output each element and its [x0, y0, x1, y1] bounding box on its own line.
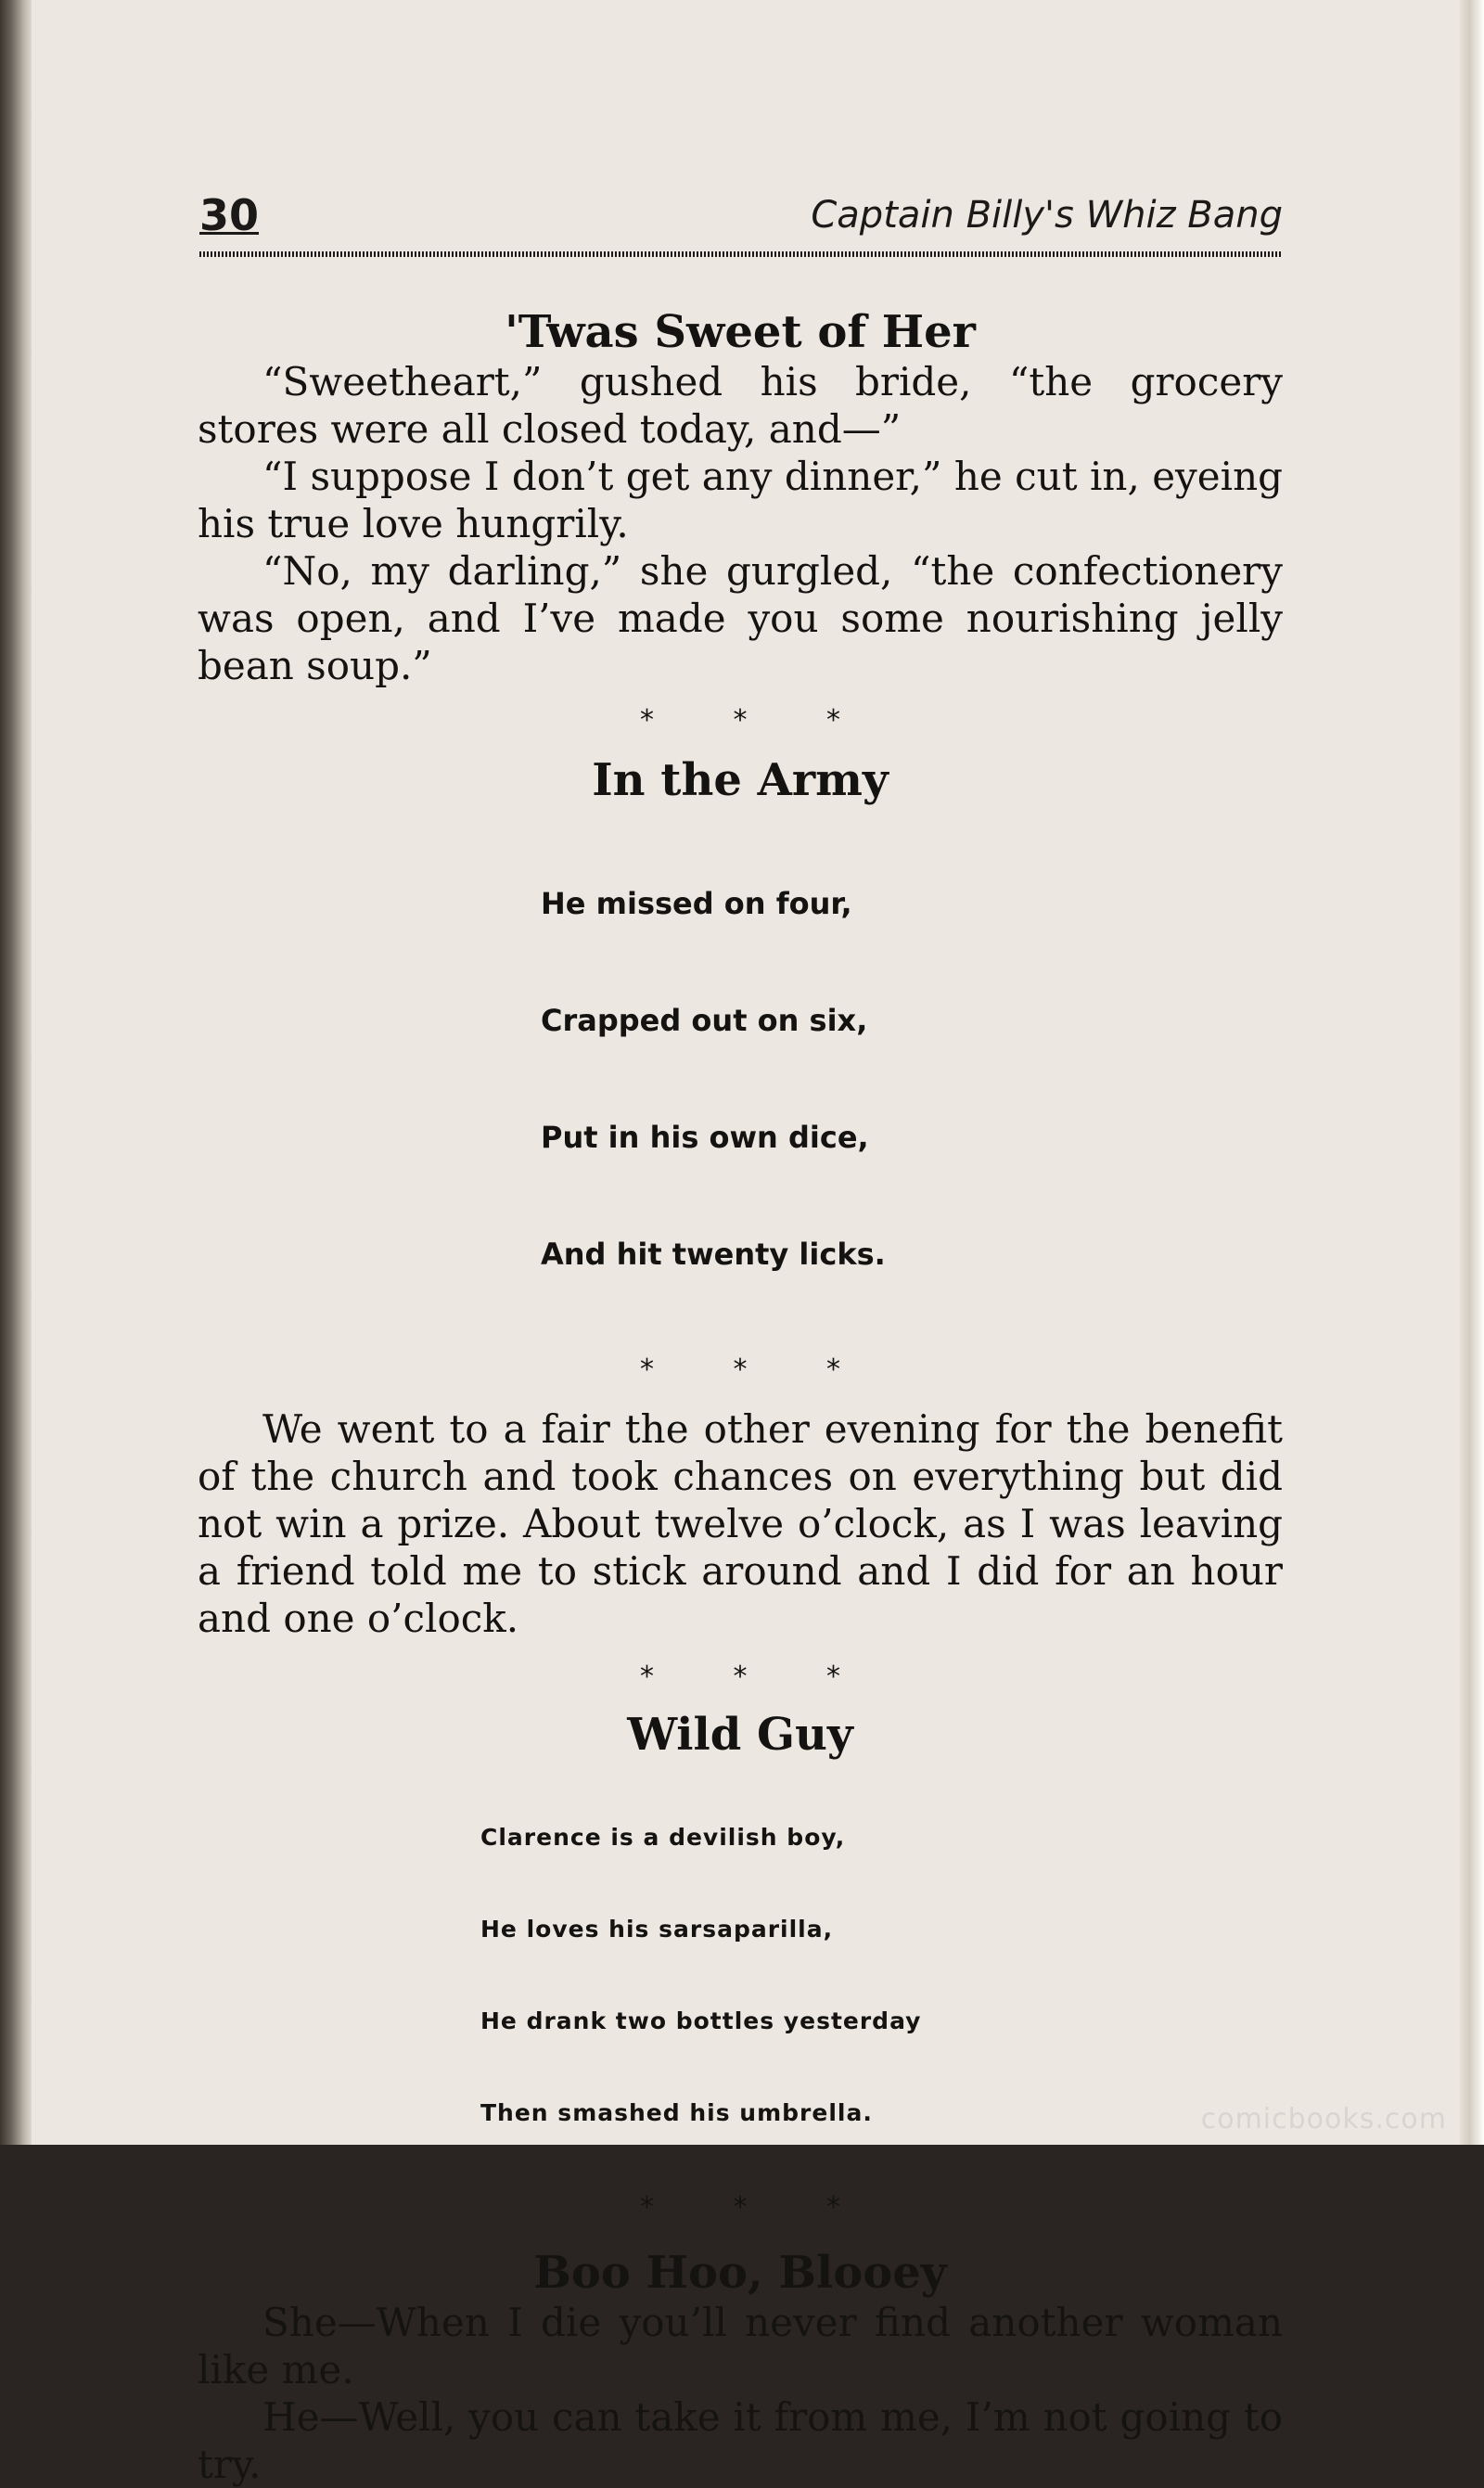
separator-2: * * * [639, 1353, 876, 1386]
wildguy-line-2: He loves his sarsaparilla, [480, 1916, 834, 1943]
sweet-headline: 'Twas Sweet of Her [505, 306, 976, 358]
page-binding [0, 0, 32, 2145]
site-watermark: comicbooks.com [1200, 2103, 1447, 2135]
army-headline: In the Army [592, 754, 889, 806]
sweet-paragraph-3: “No, my darling,” she gurgled, “the confectionery was open, and I’ve made you some nourishing jelly bean soup.” [198, 548, 1283, 688]
separator-1: * * * [639, 704, 876, 737]
fair-paragraph: We went to a fair the other evening for the benefit of the church and took chances on everything but did not win a prize. About twelve o’clock, as I was leaving a friend told me to stick around and I did for an hour and one o’clock. [198, 1406, 1283, 1641]
boohoo-paragraph-2: He—Well, you can take it from me, I’m not going to try. [198, 2394, 1283, 2487]
army-line-2: Crapped out on six, [541, 1003, 868, 1038]
boohoo-headline: Boo Hoo, Blooey [533, 2247, 947, 2299]
running-title: Captain Billy's Whiz Bang [811, 194, 1283, 237]
wildguy-line-4: Then smashed his umbrella. [480, 2099, 873, 2126]
sweet-paragraph-1: “Sweetheart,” gushed his bride, “the grocery stores were all closed today, and—” [198, 359, 1283, 452]
army-line-4: And hit twenty licks. [541, 1237, 886, 1272]
page-content [198, 306, 1283, 2488]
wildguy-line-1: Clarence is a devilish boy, [480, 1824, 846, 1851]
separator-3: * * * [639, 1661, 876, 1693]
page-header [199, 190, 1283, 255]
wildguy-headline: Wild Guy [627, 1709, 853, 1761]
army-poem [541, 806, 940, 1352]
sweet-paragraph-2: “I suppose I don’t get any dinner,” he cut in, eyeing his true love hungrily. [198, 454, 1283, 546]
boohoo-paragraph-1: She—When I die you’ll never find another woman like me. [198, 2300, 1283, 2392]
wildguy-poem [480, 1761, 1000, 2189]
page-edge [1460, 0, 1484, 2145]
header-rule [199, 251, 1283, 257]
page-number: 30 [199, 190, 260, 240]
army-line-1: He missed on four, [541, 886, 852, 921]
separator-4: * * * [639, 2191, 876, 2224]
wildguy-line-3: He drank two bottles yesterday [480, 2007, 922, 2034]
army-line-3: Put in his own dice, [541, 1120, 869, 1155]
